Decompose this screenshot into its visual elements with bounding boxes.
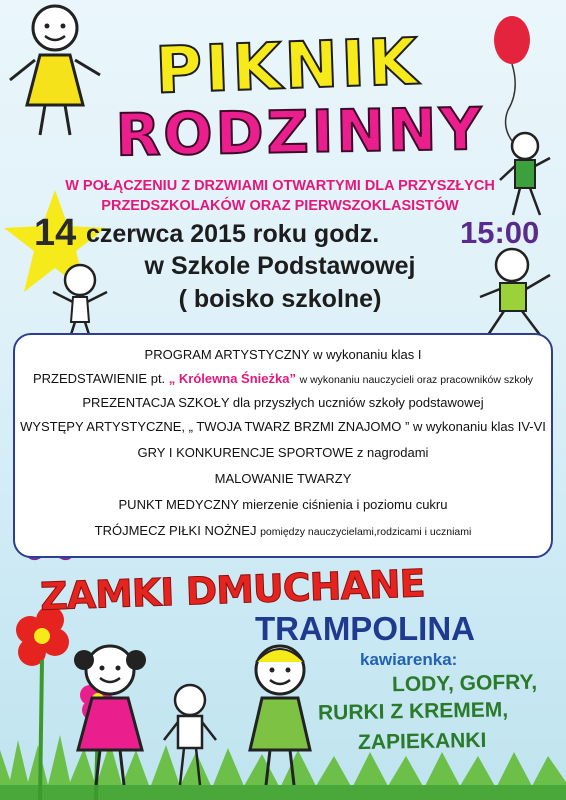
program-item: MALOWANIE TWARZY	[214, 471, 352, 486]
program-item	[15, 523, 551, 538]
subtitle-line2: PRZEDSZKOLAKÓW ORAZ PIERWSZOKLASISTÓW	[101, 198, 459, 214]
event-day: 14	[34, 212, 77, 254]
program-item: PUNKT MEDYCZNY mierzenie ciśnienia i poziomu cukru	[118, 497, 448, 512]
event-time: 15:00	[460, 215, 540, 250]
play-title: „ Królewna Śnieżka”	[168, 371, 296, 386]
title-rodzinny: RODZINNY	[115, 94, 485, 170]
child-drawing-icon	[470, 245, 560, 340]
program-item-label: TRÓJMECZ PIŁKI NOŻNEJ	[94, 523, 257, 538]
program-item: WYSTĘPY ARTYSTYCZNE, „ TWOJA TWARZ BRZMI ZNAJOMO ” w wykonaniu klas IV-VI	[20, 419, 546, 434]
title-piknik: PIKNIK	[154, 25, 422, 109]
child-drawing-icon	[230, 640, 330, 790]
attraction-trampolina: TRAMPOLINA	[255, 610, 475, 647]
program-item-detail: pomiędzy nauczycielami,rodzicami i uczniami	[260, 526, 472, 538]
subtitle-line1: W POŁĄCZENIU Z DRZWIAMI OTWARTYMI DLA PRZYSZŁYCH	[65, 178, 495, 194]
program-item: GRY I KONKURENCJE SPORTOWE z nagrodami	[137, 445, 429, 460]
cafe-menu-line: LODY, GOFRY,	[391, 670, 538, 697]
cafe-menu-line: ZAPIEKANKI	[357, 728, 487, 755]
program-item: PROGRAM ARTYSTYCZNY w wykonaniu klas I	[144, 347, 422, 362]
cafe-label: kawiarenka:	[360, 650, 458, 669]
event-place-detail: ( boisko szkolne)	[178, 285, 382, 313]
program-item-label: PRZEDSTAWIENIE pt.	[32, 371, 166, 386]
program-item: PREZENTACJA SZKOŁY dla przyszłych uczniów szkoły podstawowej	[82, 395, 484, 410]
program-item	[15, 371, 551, 386]
event-date: czerwca 2015 roku godz.	[86, 220, 380, 248]
program-box	[13, 333, 553, 558]
cafe-menu-line: RURKI Z KREMEM,	[317, 698, 509, 725]
child-drawing-icon	[60, 640, 160, 790]
child-drawing-icon	[160, 680, 220, 790]
program-item-detail: w wykonaniu nauczycieli oraz pracowników szkoły	[299, 374, 534, 386]
attraction-zamki: ZAMKI DMUCHANE	[39, 561, 426, 619]
event-place: w Szkole Podstawowej	[144, 252, 416, 280]
